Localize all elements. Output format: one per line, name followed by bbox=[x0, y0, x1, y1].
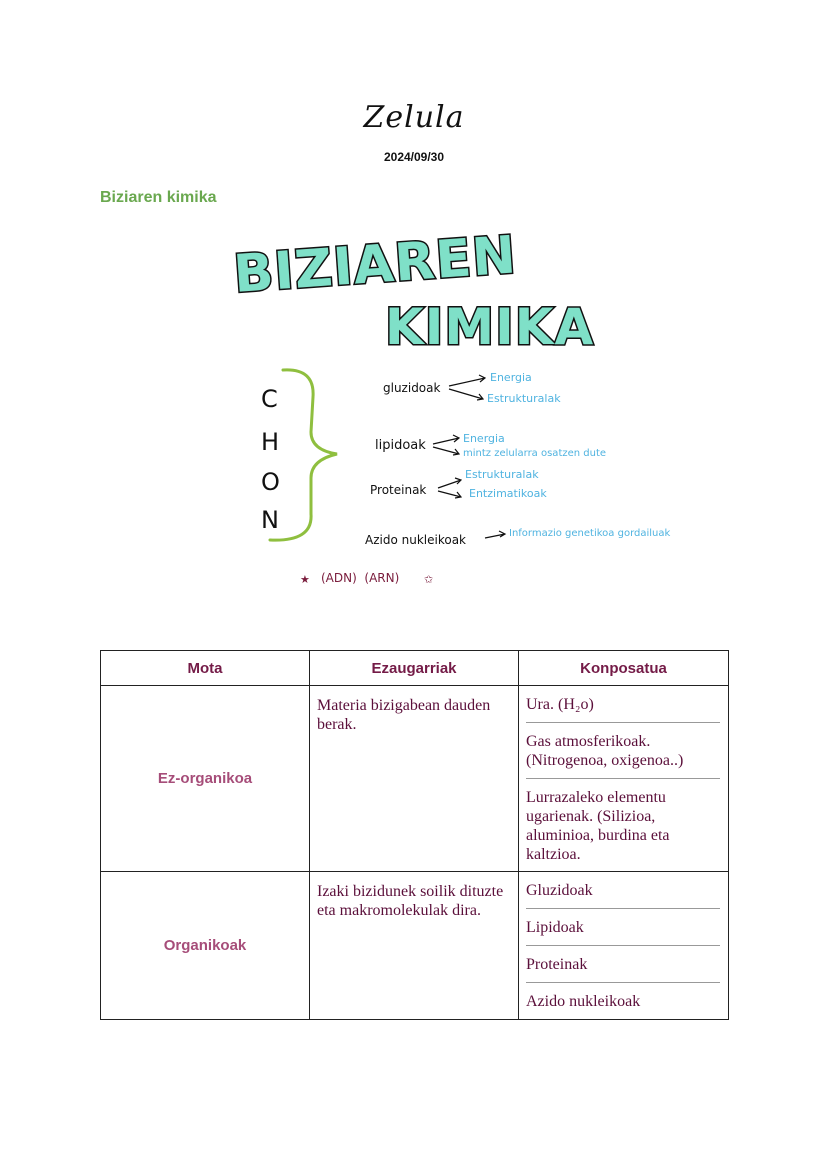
target-informazio-genetikoa: Informazio genetikoa gordailuak bbox=[509, 528, 671, 539]
target-energia-2: Energia bbox=[463, 432, 505, 445]
header-mota: Mota bbox=[101, 651, 310, 686]
brace-icon bbox=[270, 370, 337, 540]
target-entzimatikoak: Entzimatikoak bbox=[469, 487, 547, 500]
target-estrukturalak-1: Estrukturalak bbox=[487, 392, 561, 405]
biziaren-kimika-sketch bbox=[225, 222, 671, 594]
compounds-cell bbox=[519, 686, 729, 872]
table-row bbox=[101, 872, 729, 1020]
header-ezaugarriak: Ezaugarriak bbox=[310, 651, 519, 686]
description-cell: Izaki bizidunek soilik dituzte eta makromolekulak dira. bbox=[310, 872, 519, 1020]
arrow-icon bbox=[449, 375, 485, 386]
arrow-icon bbox=[438, 491, 461, 498]
arrow-icon bbox=[438, 478, 461, 488]
star-icon: ★ bbox=[300, 574, 310, 586]
compound-item: Lipidoak bbox=[526, 909, 720, 946]
table-row bbox=[101, 686, 729, 872]
element-h: H bbox=[261, 428, 280, 456]
compound-item: Gas atmosferikoak. (Nitrogenoa, oxigenoa..) bbox=[526, 723, 720, 779]
sketch-footnote: (ADN) (ARN) bbox=[321, 571, 400, 585]
target-energia-1: Energia bbox=[490, 371, 532, 384]
element-c: C bbox=[261, 385, 278, 413]
star-icon: ✩ bbox=[424, 574, 434, 586]
group-azido-nukleikoak: Azido nukleikoak bbox=[365, 533, 466, 547]
arrow-icon bbox=[433, 435, 459, 444]
compound-item: Proteinak bbox=[526, 946, 720, 983]
sketch-title-line1: BIZIAREN bbox=[231, 225, 519, 305]
group-gluzidoak: gluzidoak bbox=[383, 381, 441, 395]
page-title: Zelula bbox=[363, 100, 465, 135]
element-n: N bbox=[261, 506, 279, 534]
sketch-title-line2: KIMIKA bbox=[385, 298, 595, 356]
compound-item: Ura. (H₂o) bbox=[526, 686, 720, 723]
group-proteinak: Proteinak bbox=[370, 483, 427, 497]
group-lipidoak: lipidoak bbox=[375, 438, 426, 453]
compound-item: Azido nukleikoak bbox=[526, 993, 641, 1010]
arrow-icon bbox=[449, 389, 483, 400]
type-cell: Ez-organikoa bbox=[101, 686, 310, 872]
table-header-row bbox=[101, 651, 729, 686]
chemistry-table bbox=[100, 650, 729, 1020]
target-estrukturalak-2: Estrukturalak bbox=[465, 468, 539, 481]
compound-item: Lurrazaleko elementu ugarienak. (Silizioa, aluminioa, burdina eta kaltzioa. bbox=[526, 789, 670, 863]
arrow-icon bbox=[433, 447, 459, 455]
header-konposatua: Konposatua bbox=[519, 651, 729, 686]
element-o: O bbox=[261, 468, 280, 496]
section-heading: Biziaren kimika bbox=[100, 189, 217, 206]
compounds-cell bbox=[519, 872, 729, 1020]
description-cell: Materia bizigabean dauden berak. bbox=[310, 686, 519, 872]
type-cell: Organikoak bbox=[101, 872, 310, 1020]
arrow-icon bbox=[485, 531, 505, 538]
page-date: 2024/09/30 bbox=[383, 150, 445, 164]
target-mintz: mintz zelularra osatzen dute bbox=[463, 448, 607, 459]
compound-item: Gluzidoak bbox=[526, 872, 720, 909]
